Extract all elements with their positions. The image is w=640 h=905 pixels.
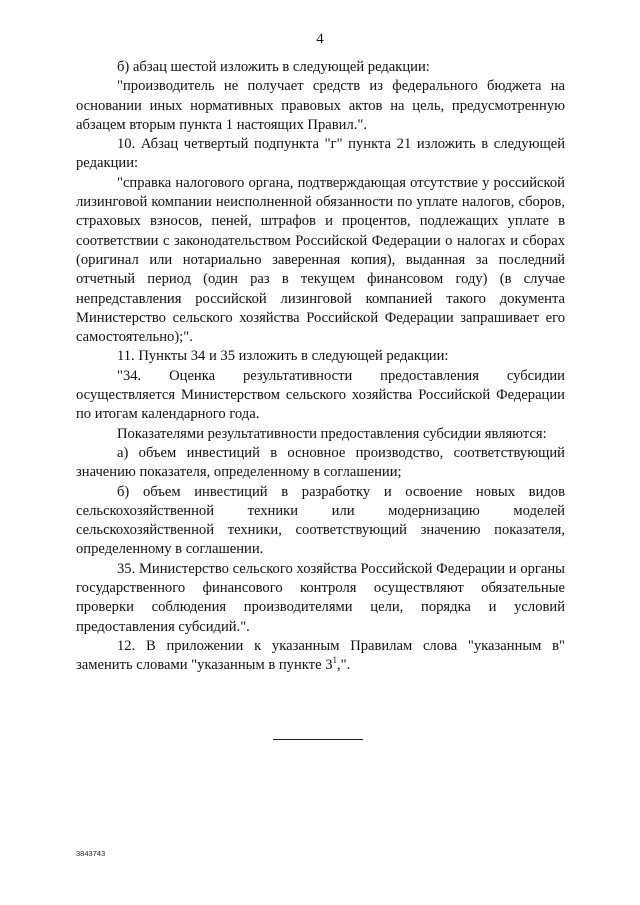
paragraph-indicator-b: б) объем инвестиций в разработку и освоение новых видов сельскохозяйственной техники или модернизацию моделей сельскохозяйственной техники, соответствующий значению показателя, определенному в соглашении.	[76, 483, 565, 558]
paragraph-b-quote: "производитель не получает средств из федерального бюджета на основании иных нормативных правовых актов на цель, предусмотренную абзацем вторым пункта 1 настоящих Правил.".	[76, 78, 565, 133]
paragraph-indicators: Показателями результативности предоставления субсидии являются:	[117, 425, 547, 442]
end-divider-line	[273, 739, 363, 740]
paragraph-12	[76, 637, 565, 676]
document-code: 3843743	[76, 849, 106, 858]
paragraph-35: 35. Министерство сельского хозяйства Российской Федерации и органы государственного финансового контроля осуществляют обязательные проверки соблюдения производителями цели, порядка и условий предоставления субсидий.".	[76, 560, 565, 635]
paragraph-b-heading: б) абзац шестой изложить в следующей редакции:	[117, 59, 430, 75]
superscript-1: 1	[332, 655, 337, 666]
paragraph-10-quote: "справка налогового органа, подтверждающая отсутствие у российской лизинговой компании неисполненной обязанности по уплате налогов, сборов, страховых взносов, пеней, штрафов и процентов, подлежащих уплате в соответствии с законодательством Российской Федерации о налогах и сборах (оригинал или нотариально заверенная копия), выданная за последний отчетный период (один раз в текущем финансовом году) (в случае непредставления российской лизинговой компанией такого документа Министерство сельского хозяйства Российской Федерации запрашивает его самостоятельно);".	[76, 174, 565, 346]
paragraph-34: "34. Оценка результативности предоставления субсидии осуществляется Министерством сельского хозяйства Российской Федерации по итогам календарного года.	[76, 367, 565, 423]
paragraph-10: 10. Абзац четвертый подпункта "г" пункта 21 изложить в следующей редакции:	[76, 136, 565, 172]
paragraph-indicator-a: а) объем инвестиций в основное производство, соответствующий значению показателя, определенному в соглашении;	[76, 444, 565, 481]
paragraph-12-text: 12. В приложении к указанным Правилам слова "указанным в" заменить словами "указанным в пункте 3	[76, 637, 565, 674]
paragraph-12-tail: ,".	[337, 657, 351, 674]
page-number: 4	[316, 31, 324, 47]
paragraph-11: 11. Пункты 34 и 35 изложить в следующей редакции:	[117, 348, 449, 365]
document-body	[76, 58, 565, 676]
